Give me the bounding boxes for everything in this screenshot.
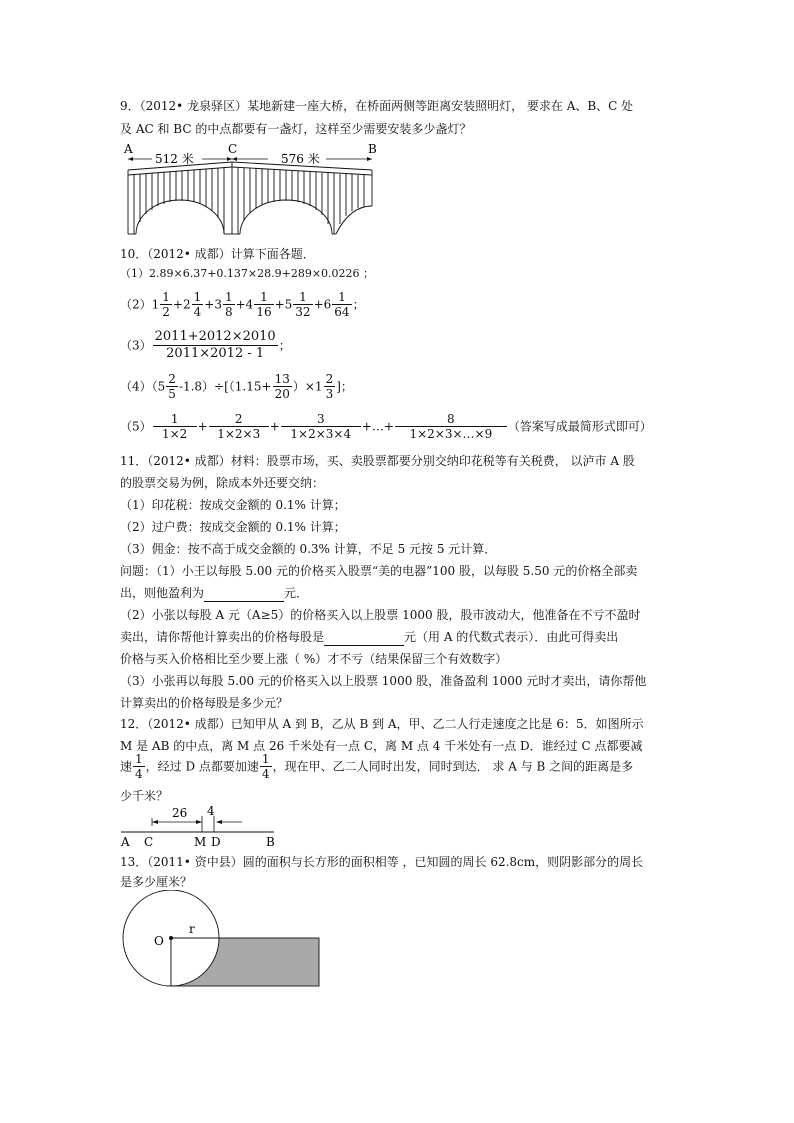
q12-line-1: 12．（2012• 成都）已知甲从 A 到 B，乙从 B 到 A，甲、乙二人行走速度之比是 6：5．如图所示 [120, 717, 644, 731]
q11-line-10: 价格与买入价格相比至少要上涨（ %）才不亏（结果保留三个有效数字） [120, 652, 508, 666]
answer-blank-2[interactable] [324, 629, 404, 646]
q12-line-2: M 是 AB 的中点，离 M 点 26 千米处有一点 C，离 M 点 4 千米处有一点 D．谁经过 C 点都要减 [120, 739, 643, 753]
q10-part-3-prefix: （3） [120, 338, 152, 353]
q10-part-2-numerator: 1 [224, 290, 233, 304]
q11-line-1: 11．（2012• 成都）材料：股票市场，买、卖股票都要分别交纳印花税等有关税费， 以泸市 A 股 [120, 454, 635, 468]
q10-part-2-fraction [332, 290, 351, 319]
q10-part-5-frac4-num: 8 [395, 412, 507, 427]
q11-line-12: 计算卖出的价格每股是多少元？ [120, 696, 289, 710]
q10-part-1: （1）2.89×6.37+0.137×28.9+289×0.0226 ； [120, 267, 375, 280]
q10-part-5-prefix: （5） [120, 419, 152, 434]
q10-part-5-note: （答案写成最简形式即可） [507, 419, 652, 434]
q10-part-2 [120, 290, 365, 319]
q10-part-4-frac3-num: 2 [325, 372, 334, 386]
q10-part-2-denominator: 64 [334, 305, 350, 319]
q10-part-2-denominator: 2 [162, 305, 170, 319]
q10-part-3 [120, 329, 291, 362]
q12-frac1-num: 1 [135, 752, 143, 766]
q10-part-2-end: ； [352, 297, 365, 312]
circle-rectangle-figure [118, 890, 328, 990]
q10-part-2-numerator: 1 [193, 290, 202, 304]
q11-line-7 [120, 585, 308, 602]
bridge-figure [118, 140, 388, 240]
q10-part-2-numerator: 1 [332, 290, 351, 305]
q11-line-6: 问题：（1）小王以每股 5.00 元的价格买入股票“美的电器”100 股，以每股 5.50 元的价格全部卖 [120, 564, 638, 578]
segment-figure [118, 802, 288, 850]
fig-label-a: A [121, 835, 130, 849]
q10-part-2-fraction [254, 290, 273, 319]
q10-part-2-numerator: 1 [293, 290, 312, 305]
q13-line-2: 是多少厘米？ [120, 875, 193, 889]
q10-part-5-frac2-den: 1×2×3 [217, 427, 261, 441]
fig-distance-4: 4 [207, 804, 215, 818]
q10-part-5-frac4-den: 1×2×3×…×9 [409, 427, 493, 441]
bridge-label-b: B [368, 142, 377, 156]
q12-line-3-c: ，现在甲、乙二人同时出发，同时到达． 求 A 与 B 之间的距离是多 [272, 759, 634, 774]
q10-part-3-numerator: 2011+2012×2010 [154, 329, 276, 344]
q10-part-5-frac2-num: 2 [209, 412, 269, 427]
q10-part-2-whole: +6 [313, 297, 332, 312]
q11-line-3: （1）印花税：按成交金额的 0.1% 计算； [120, 498, 346, 512]
q10-part-4-c: ）×1 [292, 379, 323, 394]
q10-part-2-terms [151, 290, 353, 319]
q10-part-5-frac3-den: 1×2×3×4 [290, 427, 352, 441]
q10-part-4-b: -1.8）÷[（1.15+ [178, 379, 272, 394]
q10-part-2-fraction [160, 290, 172, 319]
distance-cb: 576 米 [281, 152, 320, 166]
fig-label-c: C [144, 835, 154, 849]
q10-title: 10．（2012• 成都）计算下面各题． [120, 247, 315, 261]
q9-line-1: 9．（2012• 龙泉驿区）某地新建一座大桥，在桥面两侧等距离安装照明灯， 要求在 A、B、C 处 [120, 99, 634, 113]
q10-part-4-frac1-den: 5 [168, 387, 176, 401]
answer-blank-1[interactable] [204, 585, 284, 602]
q11-line-9-b: 元（用 A 的代数式表示）．由此可得卖出 [404, 630, 619, 644]
q10-part-2-denominator: 8 [224, 305, 233, 319]
q10-part-5-ellipsis: +…+ [361, 419, 394, 434]
q11-line-4: （2）过户费：按成交金额的 0.1% 计算； [120, 520, 346, 534]
q10-part-2-fraction [192, 290, 204, 319]
fig-label-b: B [266, 835, 275, 849]
q10-part-4-frac2-num: 13 [274, 372, 290, 386]
q13-line-1: 13．（2011• 资中县）圆的面积与长方形的面积相等 ，已知圆的周长 62.8cm，则阴影部分的周长 [120, 855, 644, 869]
q10-part-4-frac3-den: 3 [325, 387, 334, 401]
q10-part-2-numerator: 1 [254, 290, 273, 305]
fig-label-m: M [194, 835, 207, 849]
q11-line-7-b: 元． [284, 586, 309, 600]
q11-line-9-a: 卖出，请你帮他计算卖出的价格每股是 [120, 630, 325, 644]
q11-line-8: （2）小张以每股 A 元（A≥5）的价格买入以上股票 1000 股，股市波动大，他准备在不亏不盈时 [120, 608, 641, 622]
q10-part-2-fraction [293, 290, 312, 319]
radius-label-r: r [189, 922, 195, 936]
q9-line-2: 及 AC 和 BC 的中点都要有一盏灯，这样至少需要安装多少盏灯？ [120, 122, 472, 136]
q10-part-5-frac1-num: 1 [153, 412, 197, 427]
q10-part-2-fraction [223, 290, 235, 319]
q10-part-2-prefix: （2） [120, 297, 152, 312]
q10-part-2-whole: +4 [235, 297, 254, 312]
q12-line-3-b: ，经过 D 点都要加速 [145, 759, 259, 774]
q10-part-5-frac3-num: 3 [281, 412, 361, 427]
q10-part-3-denominator: 2011×2012 - 1 [166, 346, 265, 361]
q10-part-2-whole: +2 [172, 297, 191, 312]
q10-part-5-frac1-den: 1×2 [161, 427, 188, 441]
distance-ac: 512 米 [155, 152, 194, 166]
q12-frac1-den: 4 [135, 767, 143, 781]
q10-part-4-d: ]； [336, 379, 353, 394]
fig-distance-26: 26 [172, 806, 188, 820]
q12-line-3-a: 速 [120, 759, 133, 774]
q10-part-2-whole: +3 [204, 297, 222, 312]
q11-line-5: （3）佣金：按不高于成交金额的 0.3% 计算，不足 5 元按 5 元计算． [120, 542, 497, 556]
q10-part-4-a: （4）（5 [120, 379, 166, 394]
center-label-o: O [154, 934, 164, 948]
q10-part-5: （5） $\frac{1}{1\times 2}$ + $\frac{2}{1\times 2\times 3}$ + $\frac{3}{1\times 2\times 3\times 4}$ +…+ $\frac{8}{1\times 2\times 3\times\dots\times 9}$ （答案写成最简形式即可） [120, 412, 652, 441]
q11-line-2: 的股票交易为例，除成本外还要交纳： [120, 476, 325, 490]
q10-part-4-frac1-num: 2 [168, 372, 176, 386]
fig-label-d: D [211, 835, 221, 849]
q12-frac2-den: 4 [261, 767, 270, 781]
q11-line-11: （3）小张再以每股 5.00 元的价格买入以上股票 1000 股，准备盈利 1000 元时才卖出，请你帮他 [120, 674, 647, 688]
q11-line-9 [120, 629, 618, 646]
q10-part-4-frac2-den: 20 [274, 387, 290, 401]
bridge-label-c: C [228, 142, 238, 156]
q10-part-2-denominator: 16 [256, 305, 272, 319]
q10-part-2-denominator: 4 [193, 305, 202, 319]
q12-line-3 [120, 752, 633, 786]
q10-part-2-whole: 1 [151, 297, 160, 312]
bridge-label-a: A [124, 142, 133, 156]
q10-part-2-whole: +5 [274, 297, 293, 312]
q10-part-4 [120, 372, 353, 401]
q11-line-7-a: 出，则他盈利为 [120, 586, 205, 600]
q10-part-2-denominator: 32 [295, 305, 311, 319]
q12-line-4: 少千米？ [120, 789, 169, 803]
q12-frac2-num: 1 [261, 752, 270, 766]
q10-part-3-end: ； [278, 338, 291, 353]
q10-part-2-numerator: 1 [162, 290, 170, 304]
